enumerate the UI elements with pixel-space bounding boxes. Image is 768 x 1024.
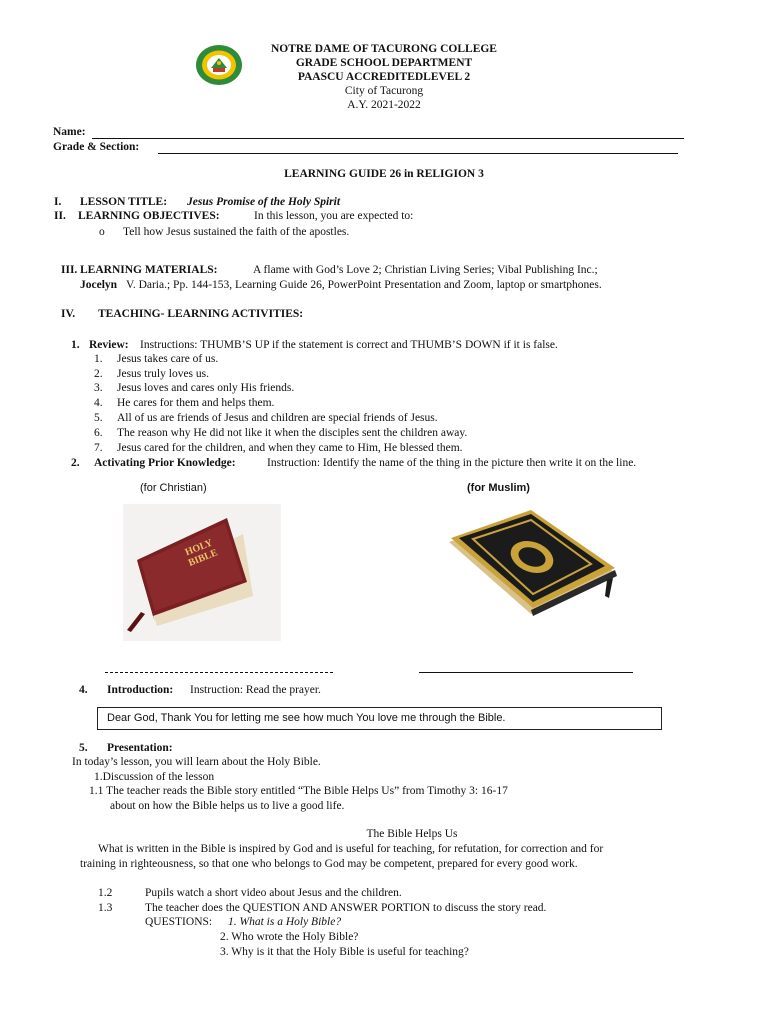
lesson-num: I. — [54, 196, 62, 208]
objective-bullet: o — [99, 226, 105, 238]
name-label: Name: — [53, 126, 86, 138]
guide-title: LEARNING GUIDE 26 in RELIGION 3 — [284, 168, 484, 180]
review-item-num: 5. — [94, 412, 103, 424]
review-item-num: 2. — [94, 368, 103, 380]
review-item-num: 1. — [94, 353, 103, 365]
grade-section-input-line[interactable] — [158, 153, 678, 154]
question-2: 2. Who wrote the Holy Bible? — [220, 931, 359, 943]
review-item-num: 3. — [94, 382, 103, 394]
story-paragraph-line-2: training in righteousness, so that one who belongs to God may be competent, prepared for every good work. — [80, 858, 578, 870]
review-item: Jesus takes care of us. — [117, 353, 219, 365]
activities-label: TEACHING- LEARNING ACTIVITIES: — [98, 308, 304, 320]
materials-text-1: A flame with God’s Love 2; Christian Living Series; Vibal Publishing Inc.; — [253, 264, 598, 276]
review-item: He cares for them and helps them. — [117, 397, 275, 409]
accreditation: PAASCU ACCREDITEDLEVEL 2 — [297, 71, 471, 83]
questions-label: QUESTIONS: — [145, 916, 213, 928]
lesson-title: Jesus Promise of the Holy Spirit — [187, 196, 341, 208]
step-1-2-num: 1.2 — [98, 887, 113, 899]
prayer-text: Dear God, Thank You for letting me see how much You love me through the Bible. — [107, 712, 506, 724]
materials-text-2: V. Daria.; Pp. 144-153, Learning Guide 26, PowerPoint Presentation and Zoom, laptop or smartphones. — [126, 279, 602, 291]
review-item-num: 4. — [94, 397, 103, 409]
presentation-line: about on how the Bible helps us to live a good life. — [110, 800, 345, 812]
prior-knowledge-instruction: Instruction: Identify the name of the thing in the picture then write it on the line. — [267, 457, 637, 469]
introduction-num: 4. — [79, 684, 88, 696]
materials-num: III. — [61, 264, 78, 276]
muslim-caption: (for Muslim) — [467, 482, 530, 494]
objectives-text: In this lesson, you are expected to: — [254, 210, 414, 222]
objective-item: Tell how Jesus sustained the faith of the apostles. — [123, 226, 350, 238]
prior-knowledge-num: 2. — [71, 457, 80, 469]
review-num: 1. — [71, 339, 80, 351]
prior-knowledge-label: Activating Prior Knowledge: — [94, 457, 236, 469]
review-item-num: 7. — [94, 442, 103, 454]
presentation-line: 1.1 The teacher reads the Bible story entitled “The Bible Helps Us” from Timothy 3: 16-17 — [89, 785, 508, 797]
question-3: 3. Why is it that the Holy Bible is useful for teaching? — [220, 946, 469, 958]
review-item: Jesus loves and cares only His friends. — [117, 382, 295, 394]
review-item: All of us are friends of Jesus and children are special friends of Jesus. — [117, 412, 438, 424]
grade-section-label: Grade & Section: — [53, 141, 140, 153]
objectives-label: LEARNING OBJECTIVES: — [78, 210, 220, 222]
materials-author: Jocelyn — [80, 279, 118, 291]
review-item-num: 6. — [94, 427, 103, 439]
presentation-line: In today’s lesson, you will learn about the Holy Bible. — [72, 756, 321, 768]
bible-image — [123, 504, 281, 641]
school-name: NOTRE DAME OF TACURONG COLLEGE — [271, 43, 497, 55]
lesson-label: LESSON TITLE: — [80, 196, 168, 208]
christian-caption: (for Christian) — [140, 482, 207, 494]
presentation-label: Presentation: — [107, 742, 173, 754]
muslim-answer-line[interactable] — [419, 672, 633, 673]
introduction-instruction: Instruction: Read the prayer. — [190, 684, 321, 696]
department-name: GRADE SCHOOL DEPARTMENT — [295, 57, 473, 69]
christian-answer-line[interactable] — [105, 672, 333, 673]
question-1: 1. What is a Holy Bible? — [228, 916, 342, 928]
review-item: Jesus truly loves us. — [117, 368, 209, 380]
bible-cover-text: HOLY BIBLE — [183, 537, 220, 569]
activities-num: IV. — [61, 308, 76, 320]
quran-image — [419, 502, 649, 634]
step-1-2-text: Pupils watch a short video about Jesus and the children. — [145, 887, 402, 899]
objectives-num: II. — [54, 210, 66, 222]
story-paragraph-line-1: What is written in the Bible is inspired by God and is useful for teaching, for refutation, for correction and for — [98, 843, 604, 855]
step-1-3-text: The teacher does the QUESTION AND ANSWER PORTION to discuss the story read. — [145, 902, 547, 914]
review-item: The reason why He did not like it when the disciples sent the children away. — [117, 427, 468, 439]
materials-label: LEARNING MATERIALS: — [80, 264, 218, 276]
presentation-num: 5. — [79, 742, 88, 754]
review-instruction: Instructions: THUMB’S UP if the statement is correct and THUMB’S DOWN if it is false. — [140, 339, 558, 351]
step-1-3-num: 1.3 — [98, 902, 113, 914]
review-item: Jesus cared for the children, and when they came to Him, He blessed them. — [117, 442, 463, 454]
story-title: The Bible Helps Us — [366, 828, 458, 840]
review-label: Review: — [89, 339, 129, 351]
presentation-line: 1.Discussion of the lesson — [94, 771, 215, 783]
introduction-label: Introduction: — [107, 684, 174, 696]
prayer-box — [97, 707, 662, 730]
name-input-line[interactable] — [92, 138, 684, 139]
school-year: A.Y. 2021-2022 — [347, 99, 421, 111]
city: City of Tacurong — [344, 85, 424, 97]
